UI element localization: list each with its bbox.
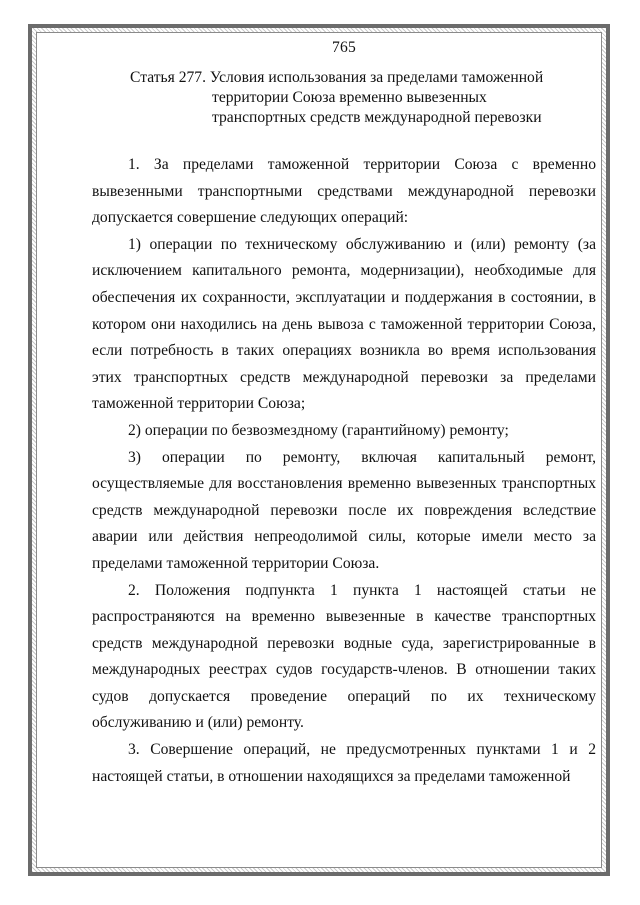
article-title-line-2: территории Союза временно вывезенных: [212, 89, 487, 106]
paragraph-3: 3. Совершение операций, не предусмотренных пунктами 1 и 2 настоящей статьи, в отношении находящихся за пределами таможенной: [92, 741, 596, 785]
article-title-line-3: транспортных средств международной перевозки: [212, 109, 542, 126]
article-title: [92, 68, 596, 128]
document-content: [92, 34, 596, 790]
page-number: 765: [332, 39, 356, 56]
paragraph-1: 1. За пределами таможенной территории Союза с временно вывезенными транспортными средствами международной перевозки допускается совершение следующих операций:: [92, 156, 596, 227]
paragraph-1-item-3: 3) операции по ремонту, включая капитальный ремонт, осуществляемые для восстановления временно вывезенных транспортных средств международной перевозки после их повреждения вследствие аварии или действия непреодолимой силы, которые имели место за пределами таможенной территории Союза.: [92, 448, 596, 572]
article-title-line-1: Статья 277. Условия использования за пределами таможенной: [130, 69, 544, 86]
paragraph-1-item-2: 2) операции по безвозмездному (гарантийному) ремонту;: [128, 421, 509, 439]
paragraph-1-item-1: 1) операции по техническому обслуживанию и (или) ремонту (за исключением капитального ремонта, модернизации), необходимые для обеспечения их сохранности, эксплуатации и поддержания в состоянии, в котором они находились на день вывоза с таможенной территории Союза, если потребность в таких операциях возникла во время использования этих транспортных средств международной перевозки за пределами таможенной территории Союза;: [92, 235, 596, 413]
paragraph-2: 2. Положения подпункта 1 пункта 1 настоящей статьи не распространяются на временно вывезенные в качестве транспортных средств международной перевозки водные суда, зарегистрированные в международных реестрах судов государств-членов. В отношении таких судов допускается проведение операций по их техническому обслуживанию и (или) ремонту.: [92, 581, 596, 732]
